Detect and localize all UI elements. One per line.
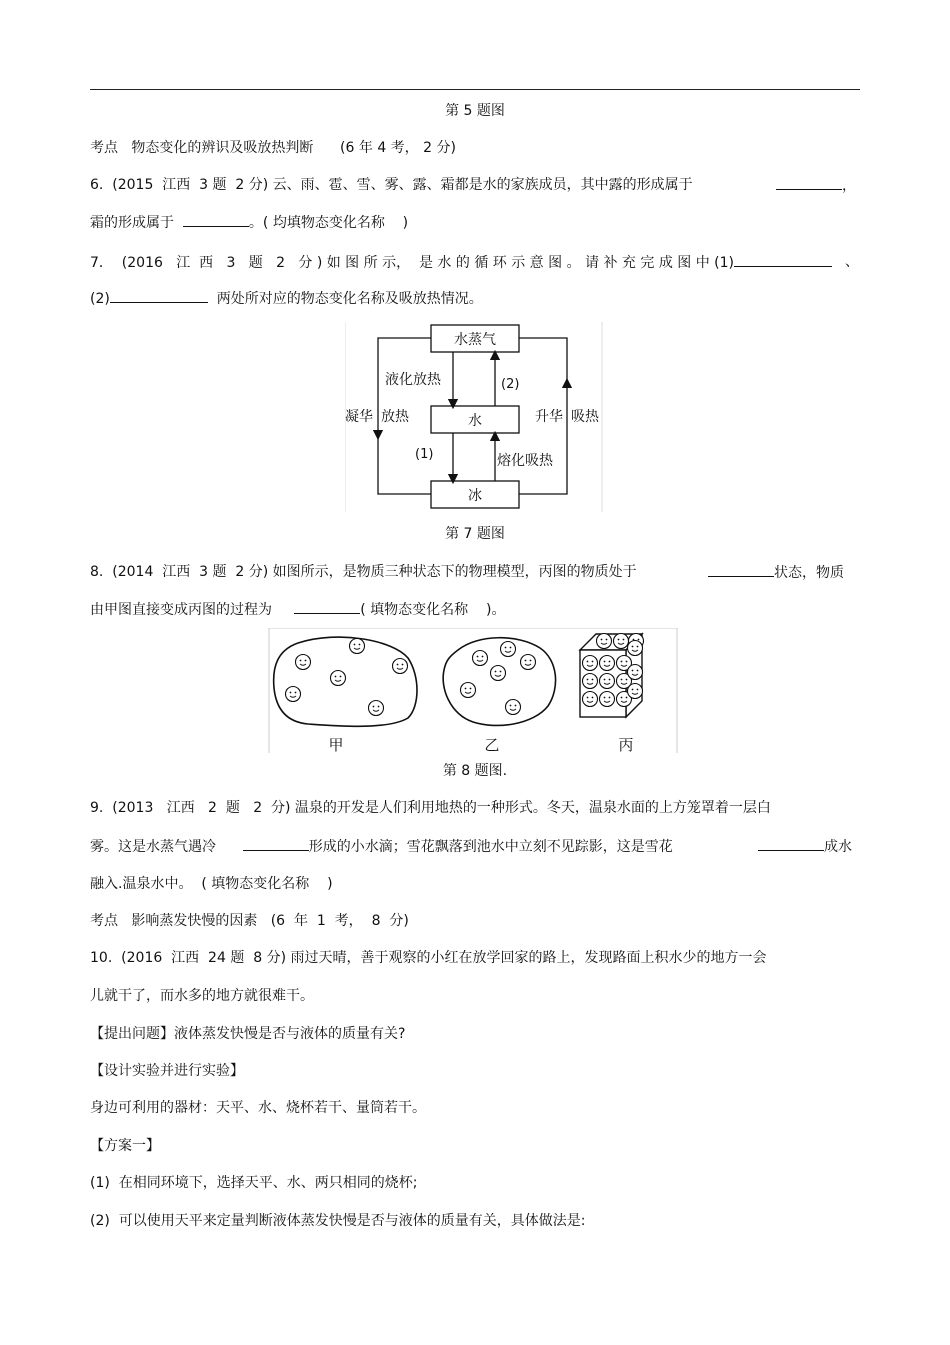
q9-line2-mid: 形成的小水滴；雪花飘落到池水中立刻不见踪影，这是雪花: [308, 839, 673, 855]
q6-text: 6. (2015 江西 3 题 2 分) 云、雨、雹、雪、雾、露、霜都是水的家族成员，其中露的形成属于: [90, 177, 693, 193]
top-rule: [90, 89, 860, 90]
q8-blank-1: [708, 562, 774, 577]
question-10-line1: 10. (2016 江西 24 题 8 分) 雨过天晴，善于观察的小红在放学回家的路上，发现路面上积水少的地方一会: [90, 950, 767, 966]
liquid-molecule: [521, 655, 536, 670]
question-10-equipment: 身边可利用的器材：天平、水、烧杯若干、量筒若干。: [90, 1100, 426, 1116]
q7-text: 7． (2016 江 西 3 题 2 分 ) 如 图 所 示， 是 水 的 循 环 示 意 图 。 请 补 充 完 成 图 中 (1): [90, 255, 735, 271]
q7-blank-2: [110, 288, 208, 303]
gas-molecule: [331, 671, 346, 686]
figure-8-caption: 第 8 题图.: [442, 763, 508, 779]
question-6-line2: [90, 212, 408, 233]
question-7-line2: [90, 288, 483, 309]
sublimation-heat-text: 吸热: [571, 409, 599, 425]
deposition-text: 凝华: [345, 409, 373, 425]
melt-text: 熔化吸热: [497, 453, 553, 469]
q6-line2-end: 。( 均填物态变化名称 ): [248, 215, 409, 231]
q6-line2-text: 霜的形成属于: [90, 215, 174, 231]
gas-container: [274, 637, 417, 726]
water-cycle-diagram: [345, 322, 603, 512]
sublimation-arrow: [519, 383, 567, 494]
label-jia: 甲: [328, 736, 344, 754]
blank-1-marker: (1): [415, 447, 434, 462]
deposition-heat-text: 放热: [381, 409, 409, 425]
q9-blank-2: [758, 836, 824, 851]
question-10-problem: 【提出问题】液体蒸发快慢是否与液体的质量有关?: [90, 1026, 406, 1042]
figure-5-caption: 第 5 题图: [445, 103, 505, 119]
question-7-line1: [90, 252, 832, 273]
blank-2-marker: (2): [501, 377, 520, 392]
label-bing: 丙: [618, 736, 634, 754]
q8-blank-1-row: [708, 562, 844, 583]
q7-line2-end: 两处所对应的物态变化名称及吸放热情况。: [216, 291, 483, 307]
figure-7-caption: 第 7 题图: [445, 526, 505, 542]
gas-molecule: [350, 639, 365, 654]
states-of-matter-diagram: [268, 628, 678, 756]
gas-molecule: [369, 701, 384, 716]
question-9-line1: 9. (2013 江西 2 题 2 分) 温泉的开发是人们利用地热的一种形式。冬天，温泉水面的上方笼罩着一层白: [90, 800, 771, 816]
question-10-line2: 儿就干了，而水多的地方就很难干。: [90, 988, 314, 1004]
q9-line2-text: 雾。这是水蒸气遇冷: [90, 839, 216, 855]
q9-blank-2-row: [758, 836, 852, 857]
label-yi: 乙: [484, 736, 500, 754]
deposition-line-bottom: [378, 435, 434, 494]
q8-line1-end: 状态，物质: [774, 565, 844, 581]
q7-line2-start: (2): [90, 291, 110, 307]
gas-molecule: [296, 655, 311, 670]
liquid-container: [443, 638, 555, 726]
gas-molecule: [286, 687, 301, 702]
liquid-molecule: [491, 666, 506, 681]
q8-blank-2: [294, 599, 360, 614]
liquid-molecule: [461, 683, 476, 698]
liquid-molecule: [506, 700, 521, 715]
question-10-step1: (1) 在相同环境下，选择天平、水、两只相同的烧杯;: [90, 1175, 418, 1191]
exam-point-2: 考点 影响蒸发快慢的因素 (6 年 1 考， 8 分): [90, 913, 409, 929]
q6-blank-2: [183, 212, 249, 227]
q6-blank-1-row: [776, 175, 856, 196]
question-9-line3: 融入.温泉水中。 ( 填物态变化名称 ): [90, 876, 333, 892]
question-8-line1: [90, 562, 637, 582]
water-label: 水: [468, 413, 482, 429]
q9-line2-end: 成水: [824, 839, 852, 855]
vapor-label: 水蒸气: [454, 332, 496, 348]
q7-line1-end: 、: [845, 254, 859, 270]
question-6-line1: [90, 175, 693, 195]
liquid-molecule: [473, 651, 488, 666]
liquefy-text: 液化放热: [385, 372, 441, 388]
question-10-plan1: 【方案一】: [90, 1138, 160, 1154]
q6-blank-1: [776, 175, 842, 190]
sublimation-text: 升华: [535, 409, 563, 425]
exam-point-1: 考点 物态变化的辨识及吸放热判断 (6 年 4 考， 2 分): [90, 140, 456, 156]
liquid-molecule: [501, 642, 516, 657]
q8-text: 8. (2014 江西 3 题 2 分) 如图所示，是物质三种状态下的物理模型，丙图的物质处于: [90, 564, 637, 580]
question-9-line2: [90, 836, 673, 857]
ice-label: 冰: [468, 488, 482, 504]
question-10-step2: (2) 可以使用天平来定量判断液体蒸发快慢是否与液体的质量有关，具体做法是:: [90, 1213, 586, 1229]
q9-blank-1: [243, 836, 309, 851]
question-8-line2: [90, 599, 505, 620]
q8-line2-text: 由甲图直接变成丙图的过程为: [90, 602, 272, 618]
gas-molecule: [393, 659, 408, 674]
question-10-design: 【设计实验并进行实验】: [90, 1063, 244, 1079]
sublimation-line-top: [519, 338, 567, 383]
q7-blank-1: [734, 252, 832, 267]
q6-line1-end: ，: [842, 178, 856, 194]
q8-line2-end: ( 填物态变化名称 )。: [360, 602, 506, 618]
